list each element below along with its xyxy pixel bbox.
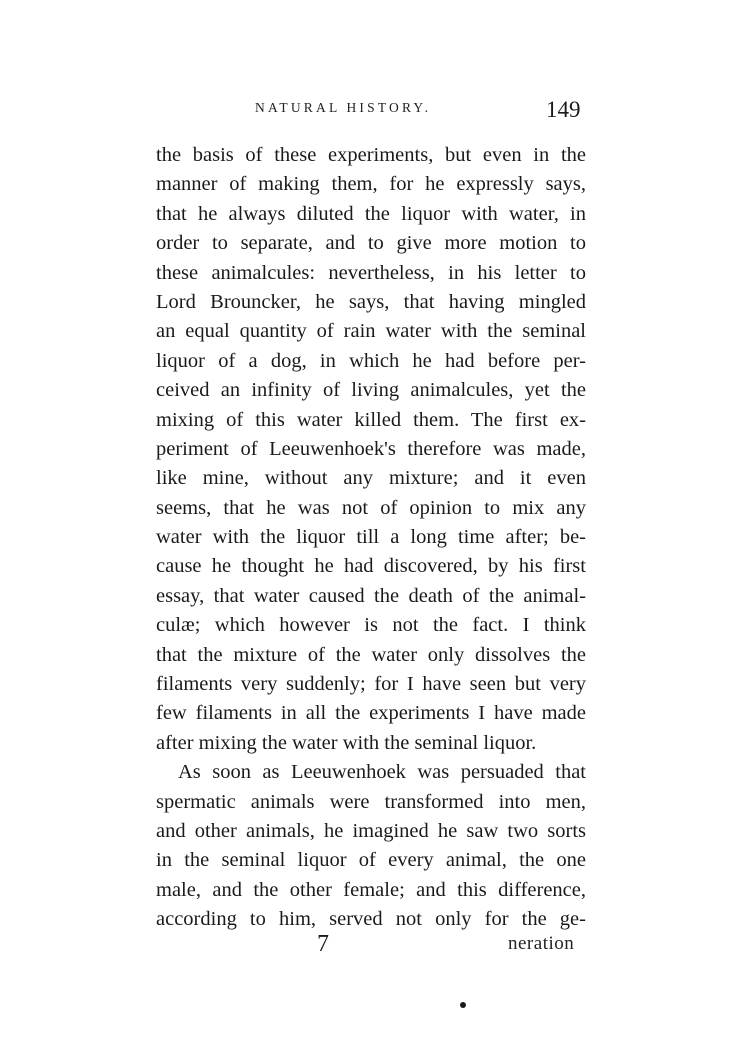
page-number: 149 bbox=[546, 97, 581, 122]
text-line: these animalcules: nevertheless, in his letter to bbox=[156, 261, 586, 284]
text-line: the basis of these experiments, but even in the bbox=[156, 144, 586, 166]
text-line: that the mixture of the water only dissolves the bbox=[156, 643, 586, 666]
text-line: culæ; which however is not the fact. I think bbox=[156, 614, 586, 637]
signature-mark: 7 bbox=[317, 931, 329, 957]
text-line: periment of Leeuwenhoek's therefore was made, bbox=[156, 437, 586, 460]
body-text bbox=[156, 141, 586, 935]
text-line: filaments very suddenly; for I have seen but very bbox=[156, 673, 586, 696]
text-line: ceived an infinity of living animalcules, yet the bbox=[156, 379, 586, 402]
text-line: like mine, without any mixture; and it even bbox=[156, 467, 586, 490]
text-line: mixing of this water killed them. The first ex- bbox=[156, 408, 586, 431]
text-line: water with the liquor till a long time after; be- bbox=[156, 526, 586, 549]
text-line: and other animals, he imagined he saw two sorts bbox=[156, 819, 586, 842]
text-line: essay, that water caused the death of the animal- bbox=[156, 584, 586, 607]
running-title: NATURAL HISTORY. bbox=[255, 100, 432, 115]
catchword: neration bbox=[508, 933, 575, 954]
text-line: Lord Brouncker, he says, that having mingled bbox=[156, 290, 586, 313]
paragraph-end-line: after mixing the water with the seminal liquor. bbox=[156, 731, 537, 754]
text-line: that he always diluted the liquor with water, in bbox=[156, 202, 586, 225]
text-line: seems, that he was not of opinion to mix any bbox=[156, 496, 586, 519]
text-line: manner of making them, for he expressly says, bbox=[156, 173, 586, 196]
paragraph-start-line: As soon as Leeuwenhoek was persuaded that bbox=[178, 761, 586, 784]
text-line: according to him, served not only for the ge- bbox=[156, 908, 586, 931]
text-line: male, and the other female; and this difference, bbox=[156, 878, 586, 901]
ink-speck bbox=[460, 1002, 466, 1008]
text-line: in the seminal liquor of every animal, the one bbox=[156, 849, 586, 872]
text-line: few filaments in all the experiments I have made bbox=[156, 702, 586, 725]
text-line: cause he thought he had discovered, by his first bbox=[156, 555, 586, 578]
text-line: liquor of a dog, in which he had before per- bbox=[156, 349, 586, 372]
text-line: spermatic animals were transformed into men, bbox=[156, 790, 586, 813]
text-line: order to separate, and to give more motion to bbox=[156, 232, 586, 255]
text-line: an equal quantity of rain water with the seminal bbox=[156, 320, 586, 343]
